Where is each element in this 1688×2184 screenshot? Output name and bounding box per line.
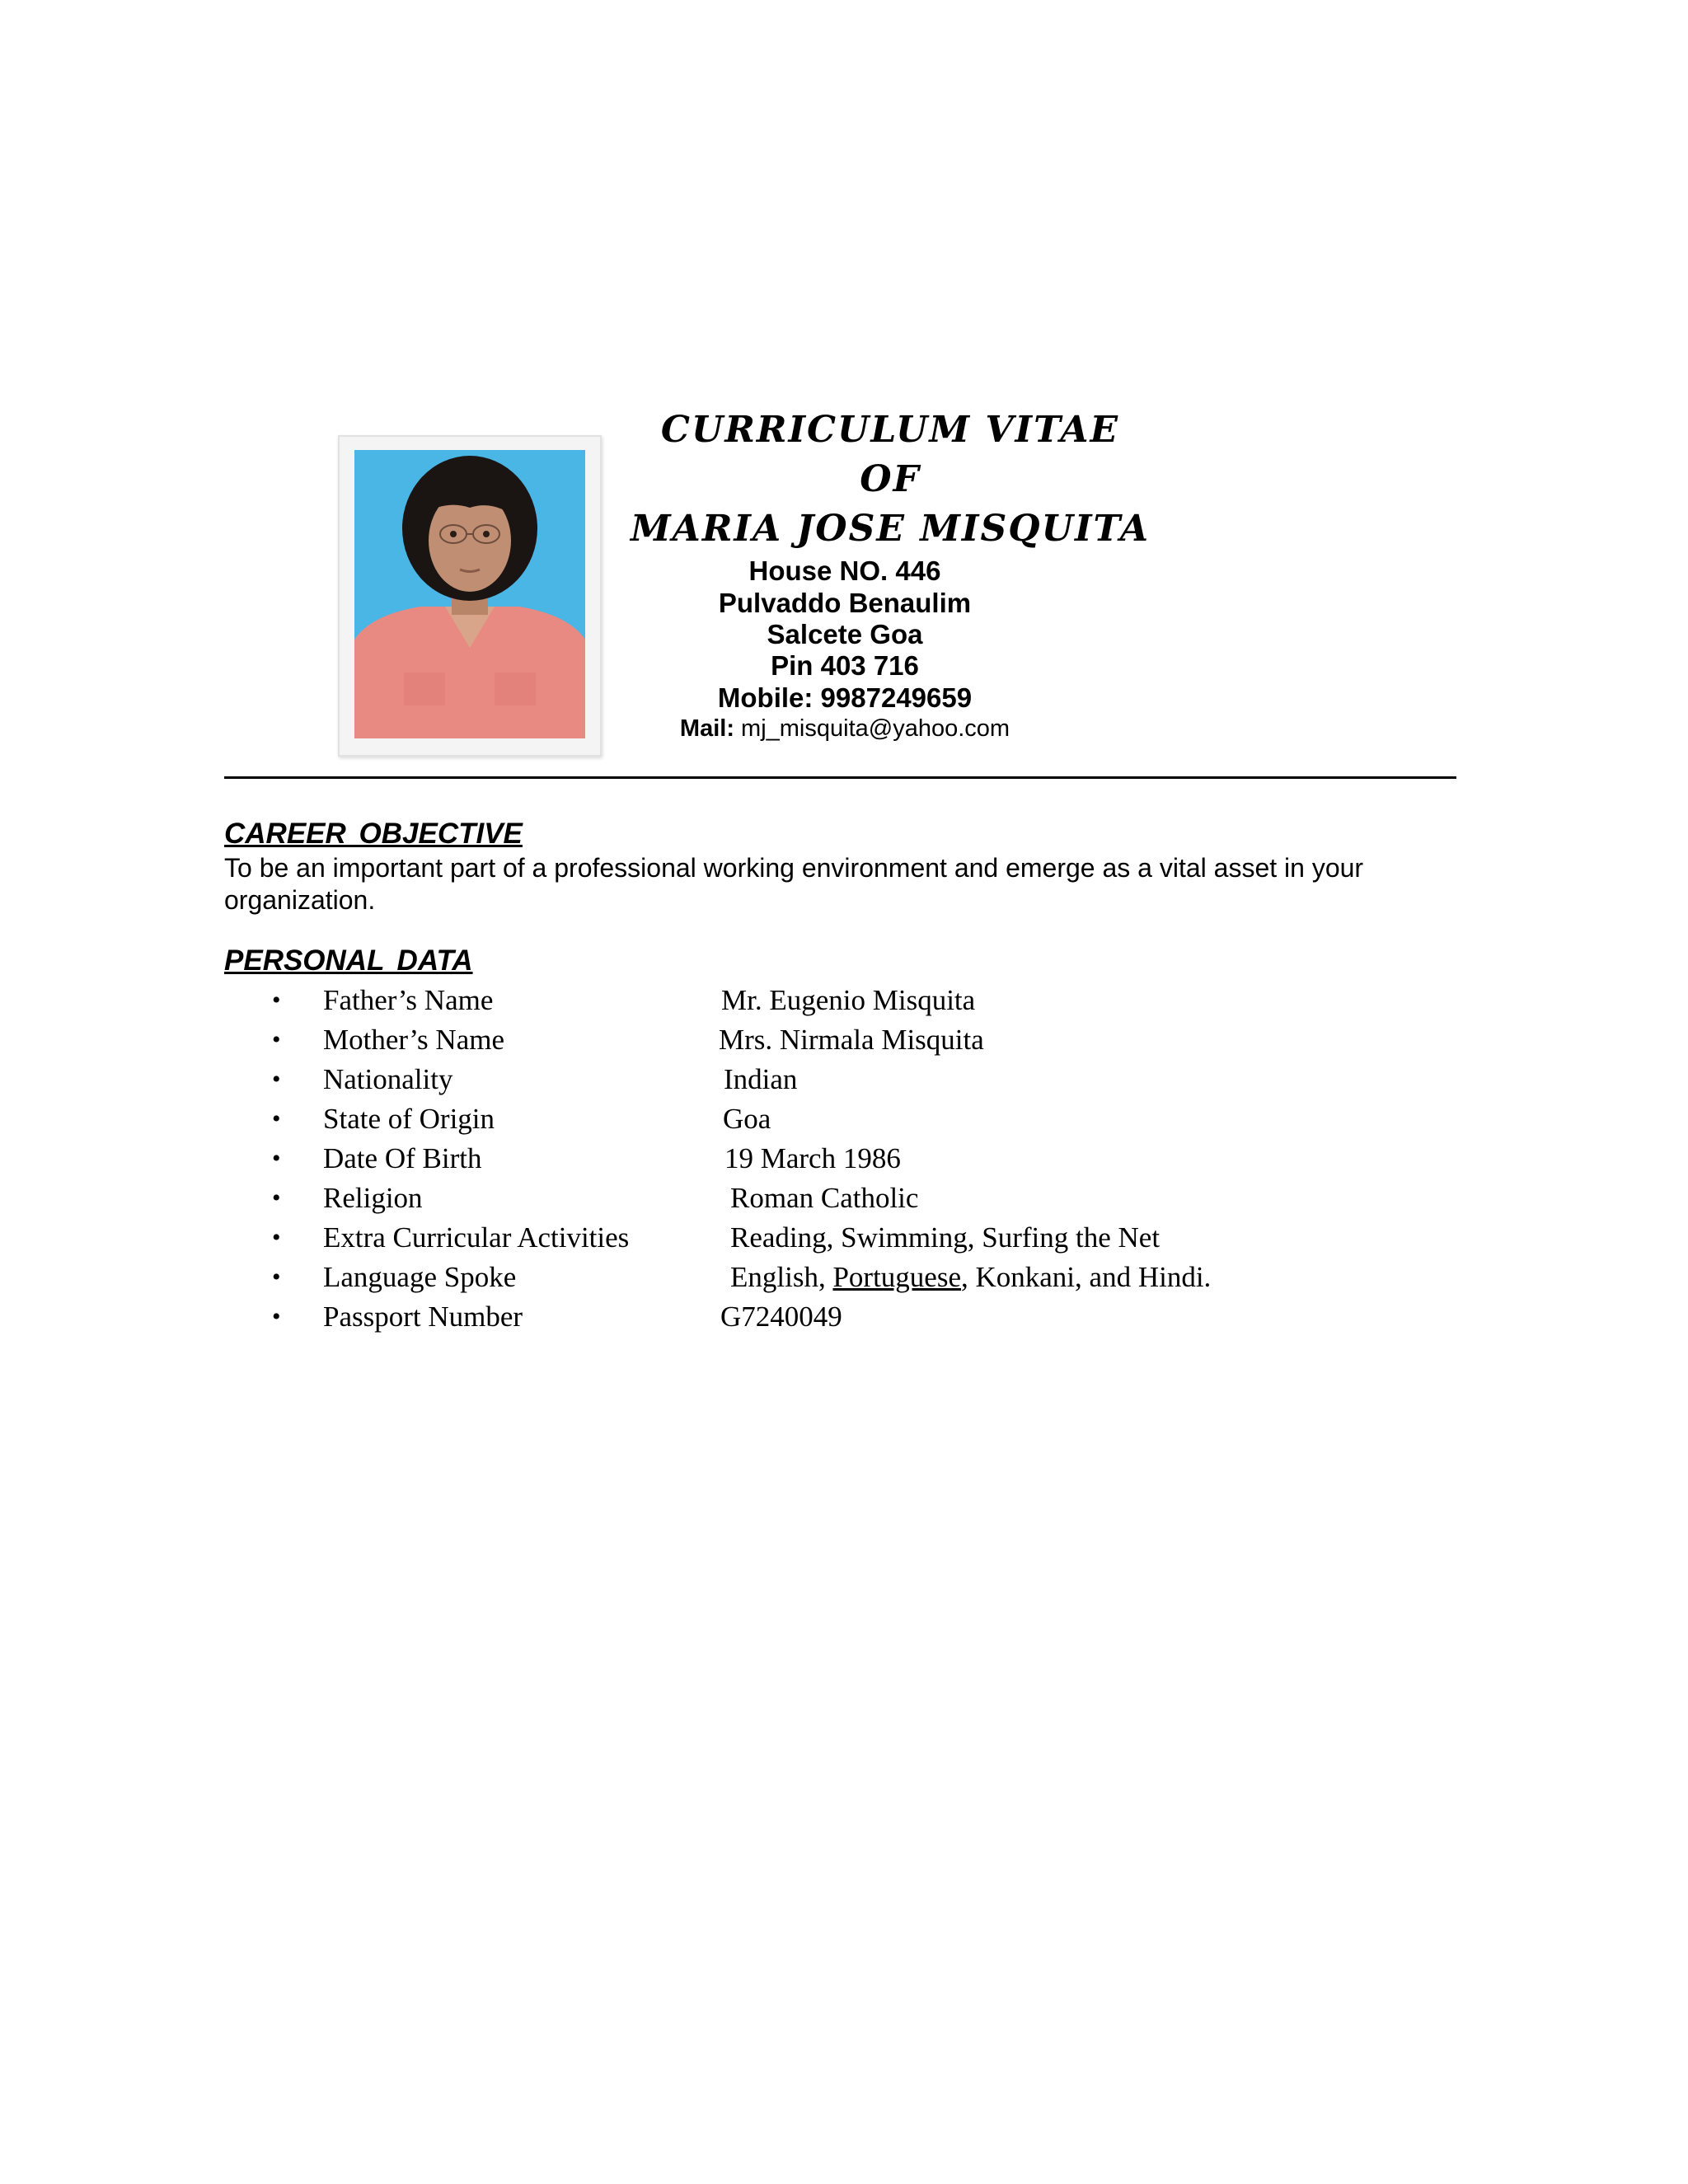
- personal-row-activities: [272, 1218, 1343, 1258]
- bullet-icon: •: [272, 1303, 281, 1330]
- mail-label: Mail:: [679, 715, 734, 742]
- mobile-number: Mobile: 9987249659: [717, 682, 973, 713]
- bullet-icon: •: [272, 987, 281, 1014]
- row-value: Goa: [723, 1103, 771, 1135]
- personal-row-state: [272, 1099, 1343, 1139]
- personal-row-mother: [272, 1020, 1343, 1060]
- row-value: Indian: [724, 1063, 798, 1095]
- language-prefix: English,: [730, 1261, 833, 1293]
- bullet-icon: •: [272, 1145, 281, 1172]
- cv-title: CURRICULUM VITAE: [660, 409, 1120, 451]
- row-value: Reading, Swimming, Surfing the Net: [730, 1221, 1160, 1254]
- bullet-icon: •: [272, 1263, 281, 1291]
- address-taluka: Salcete Goa: [767, 619, 923, 649]
- header-divider: [224, 776, 1456, 779]
- bullet-icon: •: [272, 1066, 281, 1093]
- row-label: Religion: [323, 1182, 423, 1214]
- cv-name: MARIA JOSE MISQUITA: [630, 508, 1151, 550]
- row-label: Extra Curricular Activities: [323, 1221, 630, 1254]
- personal-row-father: [272, 981, 1343, 1020]
- mail-line: [577, 715, 1113, 743]
- address-locality: Pulvaddo Benaulim: [718, 588, 972, 618]
- bullet-icon: •: [272, 1026, 281, 1053]
- address-pin: Pin 403 716: [771, 650, 919, 681]
- row-label: Date Of Birth: [323, 1142, 482, 1174]
- profile-photo-frame: [338, 435, 602, 757]
- personal-row-passport: [272, 1297, 1343, 1337]
- row-value: Roman Catholic: [730, 1182, 919, 1214]
- personal-row-languages: [272, 1258, 1343, 1297]
- career-objective-heading: CAREER OBJECTIVE: [224, 818, 523, 850]
- personal-row-dob: [272, 1139, 1343, 1179]
- row-label: State of Origin: [323, 1103, 495, 1135]
- language-suffix: , Konkani, and Hindi.: [961, 1261, 1212, 1293]
- row-label: Nationality: [323, 1063, 453, 1095]
- profile-photo: [354, 450, 585, 738]
- row-value: G7240049: [720, 1301, 842, 1333]
- row-value: Mrs. Nirmala Misquita: [719, 1024, 984, 1056]
- row-value: [730, 1258, 1211, 1297]
- row-value: 19 March 1986: [724, 1142, 901, 1174]
- row-label: Language Spoke: [323, 1261, 517, 1293]
- row-label: Mother’s Name: [323, 1024, 504, 1056]
- row-label: Father’s Name: [323, 984, 494, 1016]
- personal-row-nationality: [272, 1060, 1343, 1099]
- personal-row-religion: [272, 1179, 1343, 1218]
- bullet-icon: •: [272, 1184, 281, 1212]
- row-value: Mr. Eugenio Misquita: [721, 984, 976, 1016]
- mail-address: mj_misquita@yahoo.com: [741, 715, 1010, 742]
- row-label: Passport Number: [323, 1301, 523, 1333]
- language-portuguese: Portuguese: [832, 1261, 961, 1293]
- personal-data-heading: PERSONAL DATA: [224, 944, 473, 977]
- bullet-icon: •: [272, 1224, 281, 1251]
- bullet-icon: •: [272, 1105, 281, 1132]
- cv-title-of: OF: [860, 458, 921, 500]
- career-objective-text: To be an important part of a professional working environment and emerge as a vital asset in your organization.: [224, 853, 1364, 915]
- address-house: House NO. 446: [748, 555, 941, 586]
- portrait-image: [354, 450, 585, 738]
